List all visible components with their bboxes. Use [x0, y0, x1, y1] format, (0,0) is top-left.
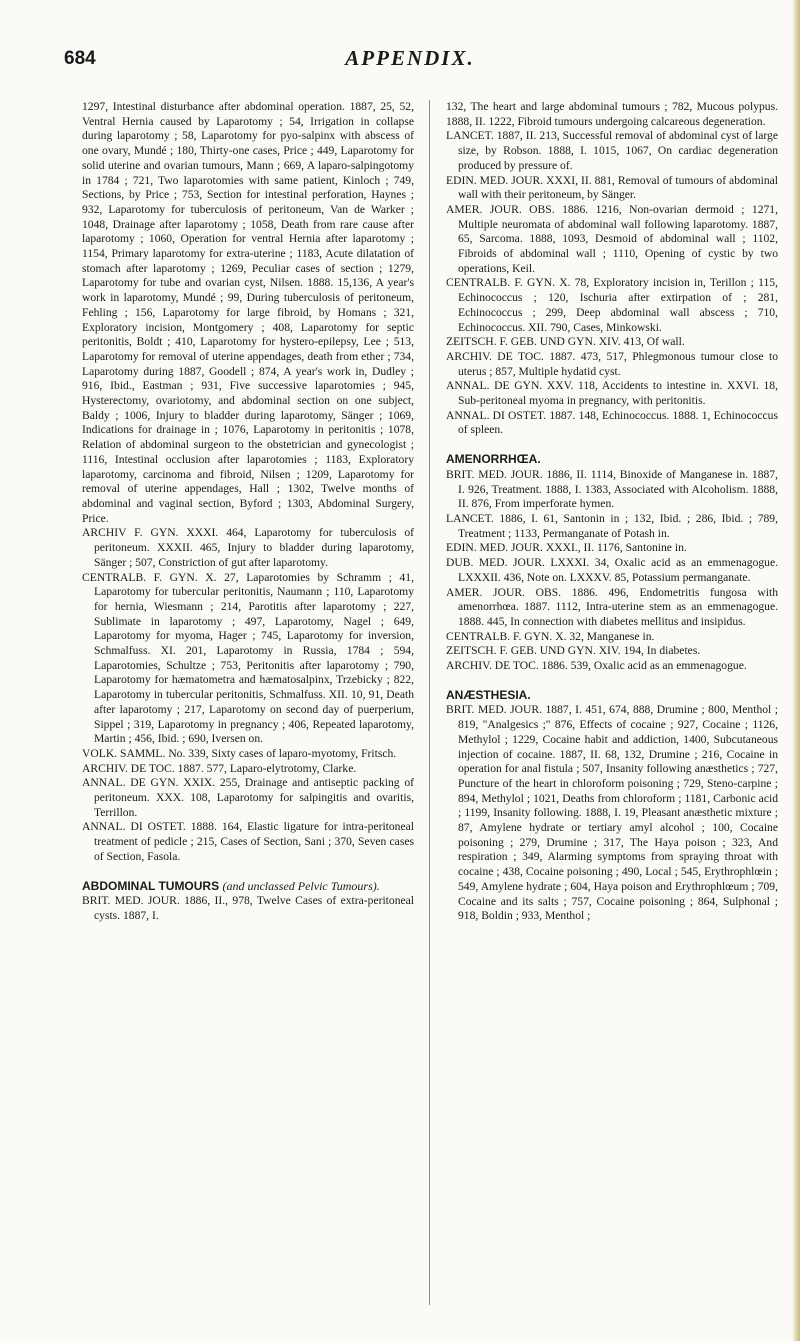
section-heading-anaesthesia: ANÆSTHESIA.: [446, 687, 531, 702]
index-entry: EDIN. MED. JOUR. XXXI, II. 881, Removal of tumours of abdominal wall with their peritoneum, by Sänger.: [446, 173, 778, 202]
index-entry: ANNAL. DE GYN. XXV. 118, Accidents to intestine in. XXVI. 18, Sub-peritoneal myoma in pregnancy, with peritonitis.: [446, 379, 778, 408]
index-entry: CENTRALB. F. GYN. X. 78, Exploratory incision in, Terillon ; 115, Echinococcus ; 120, Ischuria after extirpation of ; 281, Echinococcus ; 299, Deep abdominal wall abscess ; 710, Echinococcus. XII. 790, Cases, Minkowski.: [446, 276, 778, 334]
index-entry: EDIN. MED. JOUR. XXXI., II. 1176, Santonine in.: [446, 541, 687, 555]
index-entry: ARCHIV. DE TOC. 1886. 539, Oxalic acid as an emmenagogue.: [446, 659, 747, 673]
index-entry: DUB. MED. JOUR. LXXXI. 34, Oxalic acid as an emmenagogue. LXXXII. 436, Note on. LXXXV. 85, Potassium permanganate.: [446, 556, 778, 584]
index-entry: LANCET. 1886, I. 61, Santonin in ; 132, Ibid. ; 286, Ibid. ; 789, Treatment ; 1133, Permanganate of Potash in.: [446, 511, 778, 540]
index-entry: AMER. JOUR. OBS. 1886. 1216, Non-ovarian dermoid ; 1271, Multiple neuromata of abdominal wall following laparotomy. 1887, 65, Sarcoma. 1888, 1093, Desmoid of abdominal wall ; 1102, Fibroids of abdominal wall ; 1110, Opening of cystic by two operations, Keil.: [446, 202, 778, 275]
index-entry: CENTRALB. F. GYN. X. 32, Manganese in.: [446, 629, 655, 643]
index-entry: 1297, Intestinal disturbance after abdominal operation. 1887, 25, 52, Ventral Hernia caused by Laparotomy ; 54, Irrigation in collapse during laparotomy ; 58, Laparotomy for pyo-salpinx with abscess of one ovary, Mundé ; 180, Thirty-one cases, Price ; 449, Laparotomy for solid uterine and ovarian tumours, Mann ; 669, A laparo-salpingotomy in 1784 ; 721, Two laparotomies with same patient, Kinloch ; 749, Sections, by Price ; 753, Section for intestinal perforation, Haynes ; 932, Laparotomy for tuberculosis of peritoneum, Van de Warker ; 1048, Drainage after laparotomy ; 1058, Death from rare cause after laparotomy ; 1060, Operation for ventral Hernia after laparotomy ; 1154, Primary laparotomy for extra-uterine ; 1183, Acute dilatation of stomach after laparotomy ; 1269, Peculiar cases of section ; 1279, Laparotomy for tube and ovarian cyst, Nilsen. 1888. 15,136, A year's work in laparotomy, Mundé ; 99, During tuberculosis of peritoneum, Fehling ; 156, Laparotomy for large fibroid, by Homans ; 321, Exploratory incision, Montgomery ; 408, Laparotomy for septic peritonitis, Boldt ; 410, Laparotomy for hystero-epilepsy, Lee ; 513, Laparotomy for removal of uterine appendages, death from ether ; 734, Laparotomy during 1887, Goodell ; 874, A year's work in, Dudley ; 916, Ibid., Eastman ; 931, Five successive laparotomies ; 945, Hysterectomy, ovariotomy, and abdominal section on one subject, Baldy ; 1006, Injury to bladder during laparotomy, Sänger ; 1069, Indications for drainage in ; 1076, Laparotomy in peritonitis ; 1078, Relation of abdominal surgeon to the obstetrician and gynecologist ; 1116, Intestinal occlusion after laparotomies ; 1183, Exploratory laparotomy, carcinoma and fibroid, Nilsen ; 1209, Laparotomy for removal of uterine appendages, Hall ; 1302, Twelve months of abdominal and vaginal section, Byford ; 1303, Abdominal Surgery, Price.: [82, 100, 414, 525]
page-edge-shadow: [792, 0, 800, 1341]
section-heading-note: (and unclassed Pelvic Tumours).: [222, 878, 380, 893]
index-entry: AMER. JOUR. OBS. 1886. 496, Endometritis fungosa with amenorrhœa. 1887. 1112, Intra-uterine stem as an emmenagogue. 1888. 445, In connection with diabetes mellitus and insipidus.: [446, 585, 778, 628]
index-entry: ARCHIV F. GYN. XXXI. 464, Laparotomy for tuberculosis of peritoneum. XXXII. 465, Injury to bladder during laparotomy, Sänger ; 507, Constriction of gut after laparotomy.: [82, 526, 414, 569]
index-entry: ANNAL. DI OSTET. 1888. 164, Elastic ligature for intra-peritoneal treatment of pedicle ; 215, Cases of Section, Sani ; 370, Seven cases of Section, Fasola.: [82, 820, 414, 863]
index-entry: BRIT. MED. JOUR. 1886, II., 978, Twelve Cases of extra-peritoneal cysts. 1887, I.: [82, 894, 414, 922]
page-header: [60, 30, 760, 70]
index-entry: LANCET. 1887, II. 213, Successful removal of abdominal cyst of large size, by Robson. 1888, I. 1015, 1067, On cardiac degeneration produced by pressure of.: [446, 129, 778, 172]
index-entry: 132, The heart and large abdominal tumours ; 782, Mucous polypus. 1888, II. 1222, Fibroid tumours undergoing calcareous degeneration.: [446, 100, 778, 128]
column-divider: [429, 100, 430, 1305]
index-entry: ARCHIV. DE TOC. 1887. 473, 517, Phlegmonous tumour close to uterus ; 857, Multiple hydatid cyst.: [446, 349, 778, 378]
index-entry: ARCHIV. DE TOC. 1887. 577, Laparo-elytrotomy, Clarke.: [82, 761, 357, 775]
index-entry: CENTRALB. F. GYN. X. 27, Laparotomies by Schramm ; 41, Laparotomy for tubercular peritonitis, Naumann ; 110, Laparotomy for hernia, Wiesmann ; 214, Parotitis after laparotomy ; 227, Sublimate in laparotomy ; 497, Laparotomy, Nagel ; 649, Laparotomy for myoma, Hager ; 745, Laparotomy for inversion, Schmalfuss. XI. 201, Laparotomy in Russia, 1784 ; 594, Laparotomies, Schultze ; 753, Peritonitis after laparotomy ; 790, Laparotomy for hæmatometra and hæmatosalpinx, Trzebicky ; 822, Laparotomy in tubercular peritonitis, Schmalfuss. XII. 10, 91, Death after laparotomy ; 217, Laparotomy on second day of puerperium, Sippel ; 319, Laparotomy in pregnancy ; 406, Repeated laparotomy, Martin ; 456, Ibid. ; 690, Iversen on.: [82, 570, 414, 746]
section-heading-amenorrhoea: AMENORRHŒA.: [446, 452, 541, 467]
page-number: 684: [64, 48, 96, 69]
section-heading-text: ABDOMINAL TUMOURS: [82, 878, 220, 893]
running-title: APPENDIX.: [345, 46, 475, 70]
right-column: [446, 100, 778, 924]
left-column: [82, 100, 414, 924]
index-entry: ANNAL. DI OSTET. 1887. 148, Echinococcus. 1888. 1, Echinococcus of spleen.: [446, 408, 778, 437]
index-entry: BRIT. MED. JOUR. 1886, II. 1114, Binoxide of Manganese in. 1887, I. 926, Treatment. 1888, I. 1383, Associated with Alcoholism. 1888, II. 876, From imperforate hymen.: [446, 467, 778, 511]
index-entry: ZEITSCH. F. GEB. UND GYN. XIV. 194, In diabetes.: [446, 644, 701, 658]
index-entry: BRIT. MED. JOUR. 1887, I. 451, 674, 888, Drumine ; 800, Menthol ; 819, "Analgesics ;" 876, Effects of cocaine ; 927, Cocaine ; 1126, Methylol ; 1229, Cocaine habit and addiction, 1400, Subcutaneous injection of cocaine. 1887, II. 68, 132, Drumine ; 216, Cocaine in operation for anal fistula ; 507, Insanity following anæsthetics ; 727, Puncture of the heart in chloroform poisoning ; 729, Steno-carpine ; 894, Methylol ; 1021, Deaths from chloroform ; 1181, Carbonic acid ; 1199, Insanity following. 1888, I. 19, Pleasant anæsthetic mixture ; 87, Amylene hydrate or tertiary amyl alcohol ; 100, Cocaine poisoning ; 279, Drumine ; 317, The Haya poison ; 323, And respiration ; 349, Alarming symptoms from spraying throat with cocaine ; 438, Cocaine poisoning ; 490, Local ; 545, Erythrophlœin ; 549, Amylene hydrate ; 604, Haya poison and Erythrophlœum ; 709, Cocaine and its salts ; 757, Cocaine poisoning ; 864, Sulphonal ; 918, Boldin ; 933, Menthol ;: [446, 703, 778, 923]
index-entry: ZEITSCH. F. GEB. UND GYN. XIV. 413, Of wall.: [446, 335, 685, 349]
section-heading-abdominal-tumours: [82, 879, 414, 894]
index-entry: VOLK. SAMML. No. 339, Sixty cases of laparo-myotomy, Fritsch.: [82, 746, 397, 760]
index-entry: ANNAL. DE GYN. XXIX. 255, Drainage and antiseptic packing of peritoneum. XXX. 108, Laparotomy for salpingitis and ovaritis, Terrillon.: [82, 776, 414, 819]
